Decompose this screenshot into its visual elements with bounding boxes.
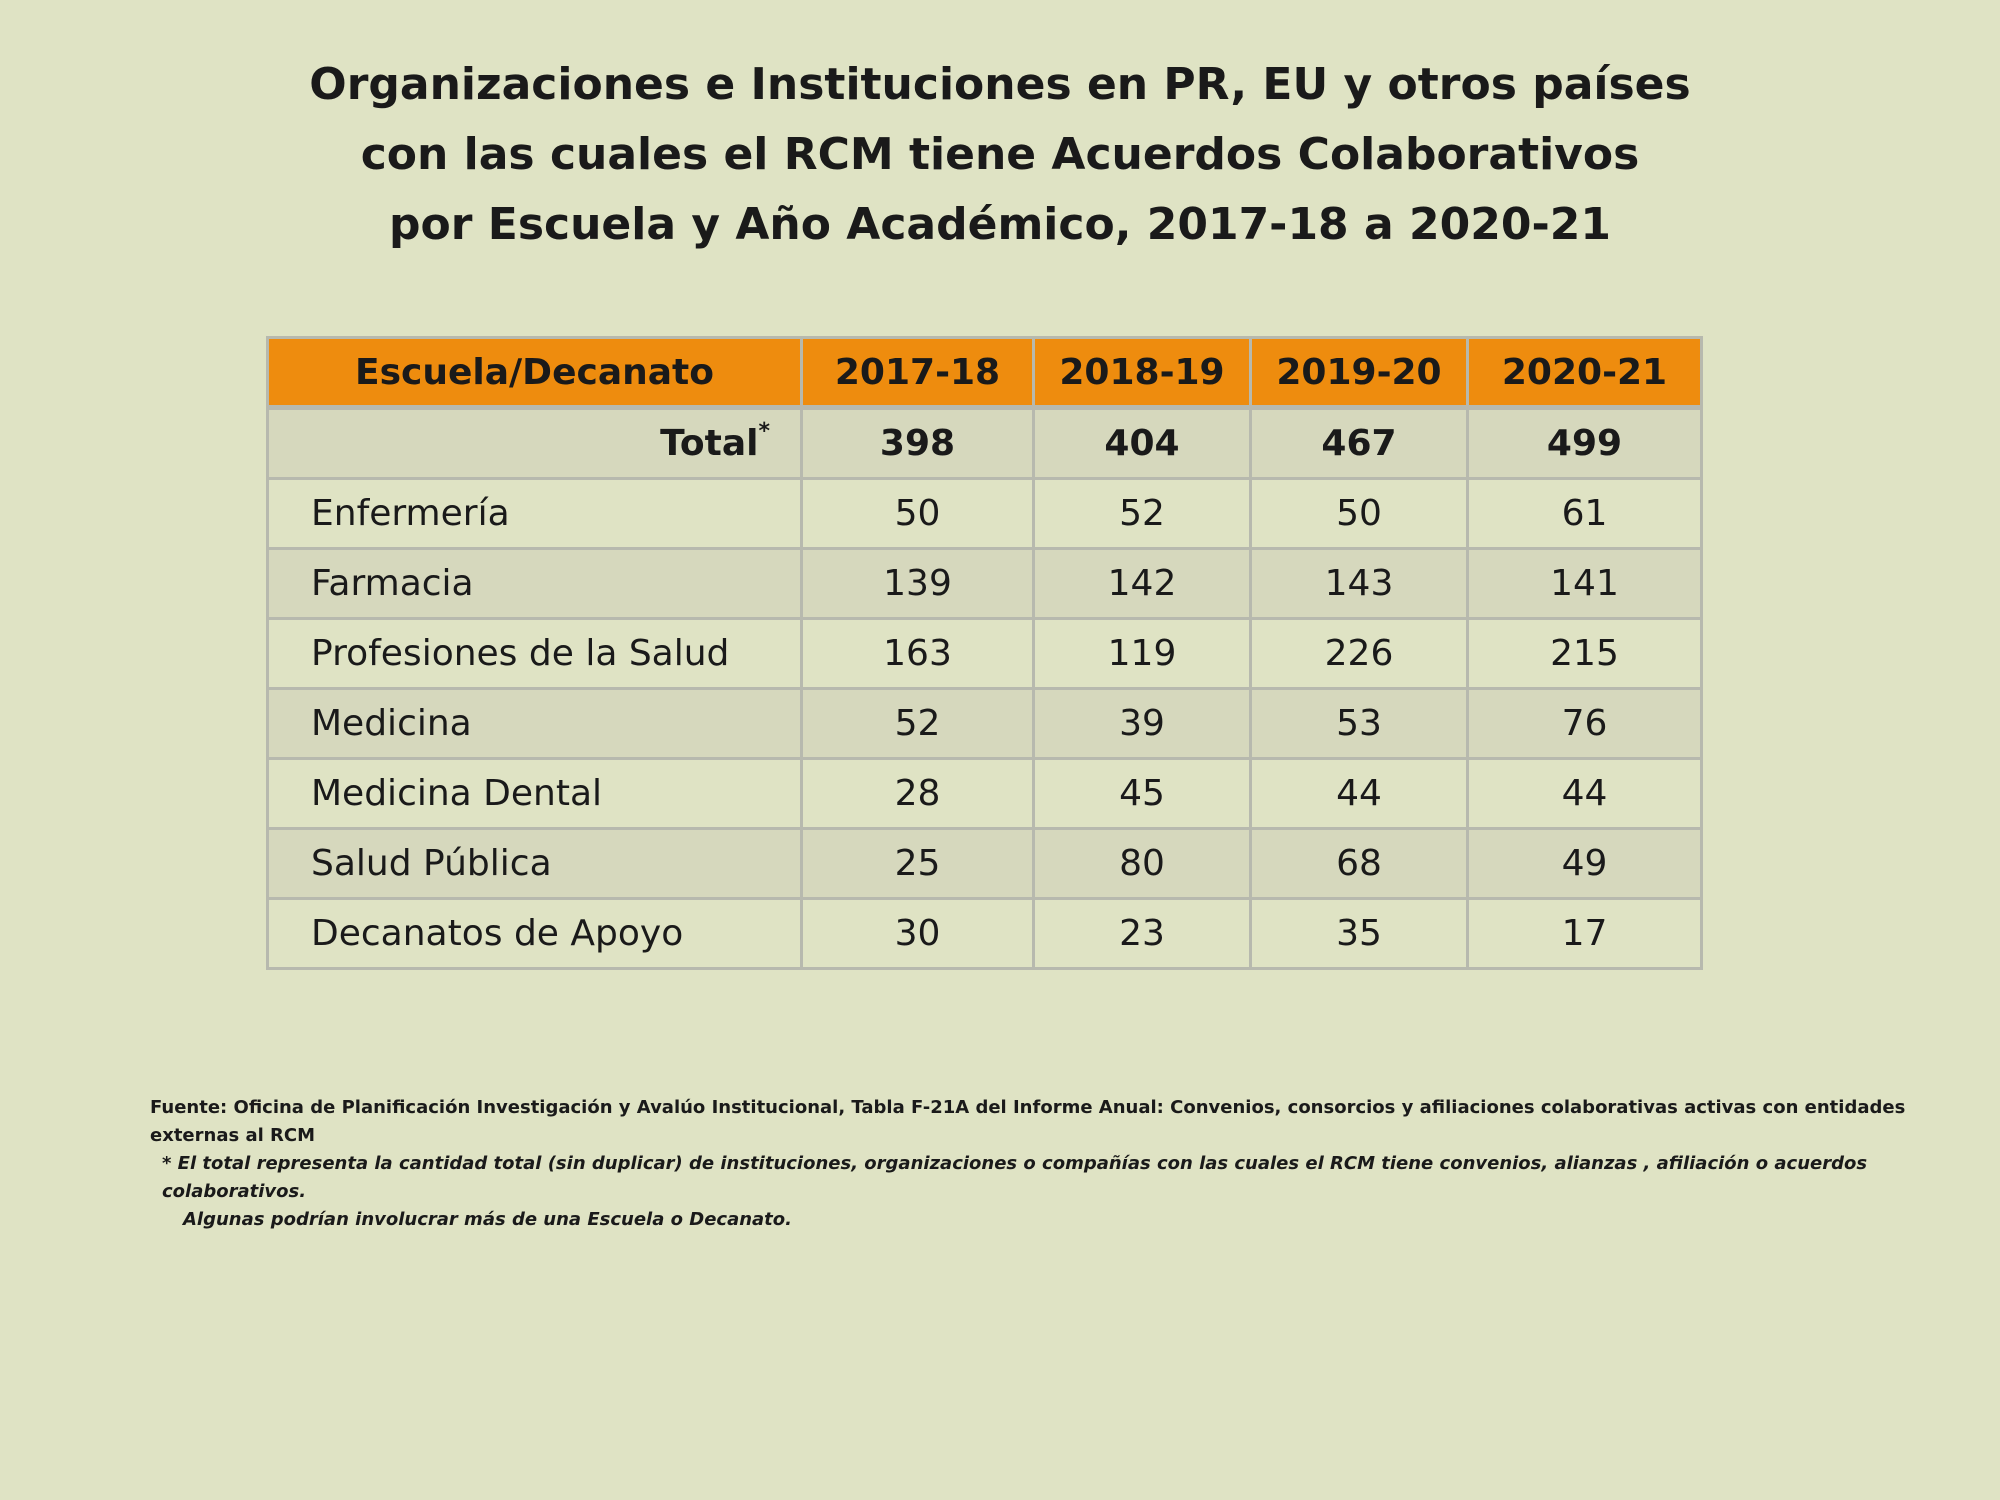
table-cell: 52	[1034, 479, 1251, 549]
table-cell: 44	[1251, 759, 1468, 829]
page-title	[0, 50, 2000, 260]
table-cell: 25	[802, 829, 1034, 899]
row-label: Salud Pública	[268, 829, 802, 899]
table-cell: 119	[1034, 619, 1251, 689]
source-note: Fuente: Oficina de Planificación Investigación y Avalúo Institucional, Tabla F-21A del Informe Anual: Convenios, consorcios y afiliaciones colaborativas activas con entidades externas al RCM	[150, 1097, 1906, 1146]
row-label: Decanatos de Apoyo	[268, 899, 802, 969]
row-label: Medicina Dental	[268, 759, 802, 829]
table-cell: 50	[802, 479, 1034, 549]
table-row	[268, 899, 1702, 969]
column-header-2019-20: 2019-20	[1251, 338, 1468, 408]
table-cell: 143	[1251, 549, 1468, 619]
footnote-marker: *	[758, 419, 770, 444]
table-row	[268, 759, 1702, 829]
table-cell: 398	[802, 408, 1034, 479]
table-cell: 68	[1251, 829, 1468, 899]
table-cell: 226	[1251, 619, 1468, 689]
table-cell: 49	[1468, 829, 1702, 899]
table-cell: 44	[1468, 759, 1702, 829]
column-header-school: Escuela/Decanato	[268, 338, 802, 408]
table-cell: 499	[1468, 408, 1702, 479]
total-label: Total	[660, 423, 759, 464]
table-row	[268, 549, 1702, 619]
table-header-row	[268, 338, 1702, 408]
table-cell: 61	[1468, 479, 1702, 549]
column-header-2018-19: 2018-19	[1034, 338, 1251, 408]
total-row	[268, 408, 1702, 479]
total-note: * El total representa la cantidad total (sin duplicar) de instituciones, organizaciones o compañías con las cuales el RCM tiene convenios, alianzas , afiliación o acuerdos colaborativos.	[162, 1153, 1868, 1202]
table-cell: 141	[1468, 549, 1702, 619]
table-row	[268, 829, 1702, 899]
table-cell: 467	[1251, 408, 1468, 479]
total-note-continued: Algunas podrían involucrar más de una Escuela o Decanato.	[183, 1209, 792, 1230]
table-cell: 76	[1468, 689, 1702, 759]
table-cell: 23	[1034, 899, 1251, 969]
table-row	[268, 479, 1702, 549]
title-line-2: con las cuales el RCM tiene Acuerdos Colaborativos	[360, 129, 1640, 180]
table-cell: 30	[802, 899, 1034, 969]
table-cell: 28	[802, 759, 1034, 829]
row-label: Enfermería	[268, 479, 802, 549]
footnotes	[150, 1094, 2000, 1234]
table-cell: 404	[1034, 408, 1251, 479]
table-cell: 53	[1251, 689, 1468, 759]
table-cell: 80	[1034, 829, 1251, 899]
table-row	[268, 619, 1702, 689]
table-cell: 215	[1468, 619, 1702, 689]
table-cell: 45	[1034, 759, 1251, 829]
column-header-2017-18: 2017-18	[802, 338, 1034, 408]
title-line-3: por Escuela y Año Académico, 2017-18 a 2020-21	[389, 199, 1611, 250]
table-cell: 50	[1251, 479, 1468, 549]
table-cell: 163	[802, 619, 1034, 689]
row-label: Farmacia	[268, 549, 802, 619]
title-line-1: Organizaciones e Instituciones en PR, EU y otros países	[309, 59, 1691, 110]
agreements-table	[266, 336, 1703, 970]
table-cell: 52	[802, 689, 1034, 759]
table-cell: 139	[802, 549, 1034, 619]
table-row	[268, 689, 1702, 759]
table-cell: 17	[1468, 899, 1702, 969]
row-label: Medicina	[268, 689, 802, 759]
column-header-2020-21: 2020-21	[1468, 338, 1702, 408]
row-label: Profesiones de la Salud	[268, 619, 802, 689]
table-cell: 142	[1034, 549, 1251, 619]
total-label-cell	[268, 408, 802, 479]
table-cell: 35	[1251, 899, 1468, 969]
table-cell: 39	[1034, 689, 1251, 759]
